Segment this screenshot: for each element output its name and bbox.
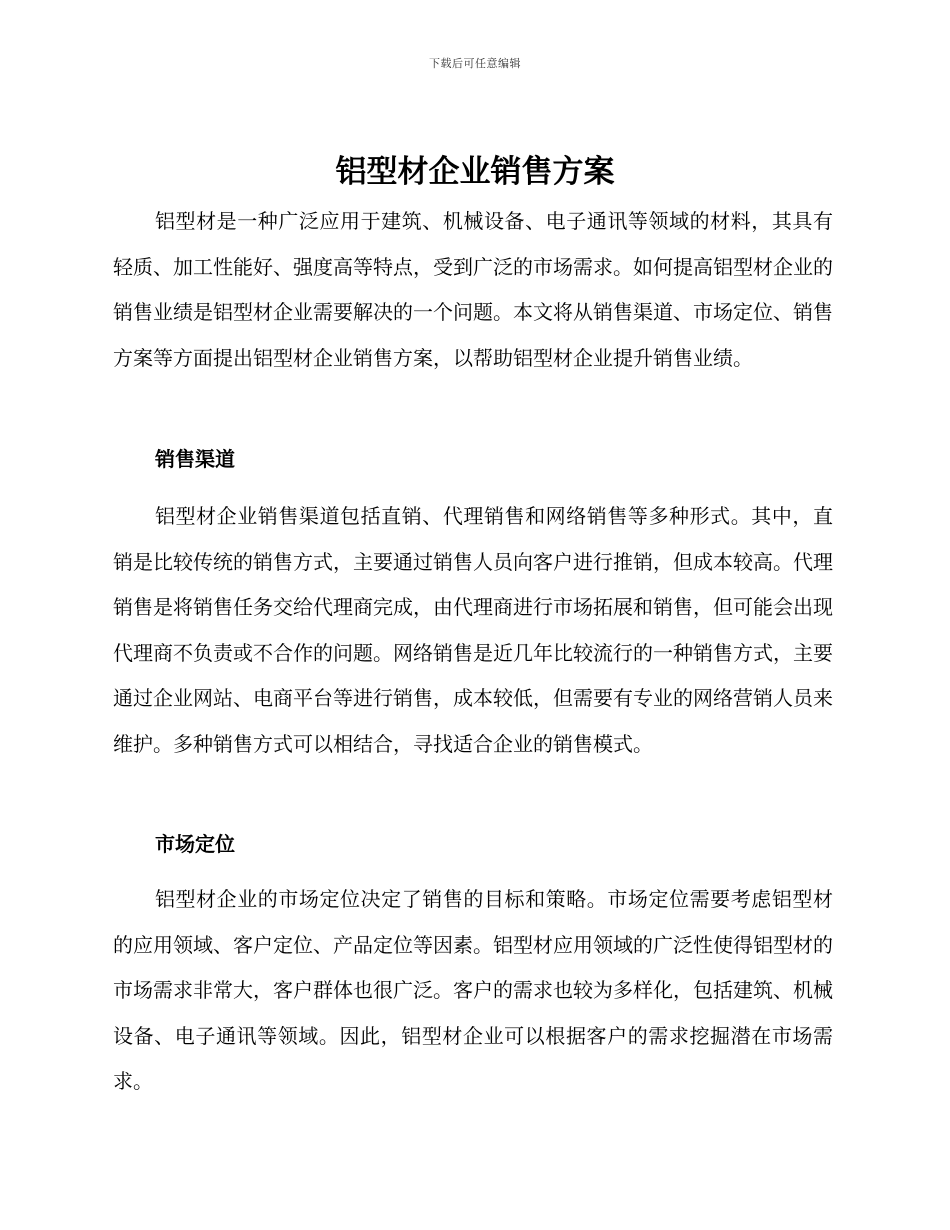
- section-body-sales-channels: 铝型材企业销售渠道包括直销、代理销售和网络销售等多种形式。其中，直销是比较传统的销售方式，主要通过销售人员向客户进行推销，但成本较高。代理销售是将销售任务交给代理商完成，由代理商进行市场拓展和销售，但可能会出现代理商不负责或不合作的问题。网络销售是近几年比较流行的一种销售方式，主要通过企业网站、电商平台等进行销售，成本较低，但需要有专业的网络营销人员来维护。多种销售方式可以相结合，寻找适合企业的销售模式。: [113, 504, 833, 756]
- document-title: 铝型材企业销售方案: [335, 154, 615, 190]
- section-heading-sales-channels: 销售渠道: [155, 447, 235, 471]
- intro-paragraph: 铝型材是一种广泛应用于建筑、机械设备、电子通讯等领域的材料，其具有轻质、加工性能好、强度高等特点，受到广泛的市场需求。如何提高铝型材企业的销售业绩是铝型材企业需要解决的一个问题。本文将从销售渠道、市场定位、销售方案等方面提出铝型材企业销售方案，以帮助铝型材企业提升销售业绩。: [113, 209, 833, 370]
- header-note: 下载后可任意编辑: [429, 57, 521, 70]
- section-heading-market-positioning: 市场定位: [155, 832, 235, 856]
- section-body-market-positioning: 铝型材企业的市场定位决定了销售的目标和策略。市场定位需要考虑铝型材的应用领域、客户定位、产品定位等因素。铝型材应用领域的广泛性使得铝型材的市场需求非常大，客户群体也很广泛。客户的需求也较为多样化，包括建筑、机械设备、电子通讯等领域。因此，铝型材企业可以根据客户的需求挖掘潜在市场需求。: [113, 887, 833, 1093]
